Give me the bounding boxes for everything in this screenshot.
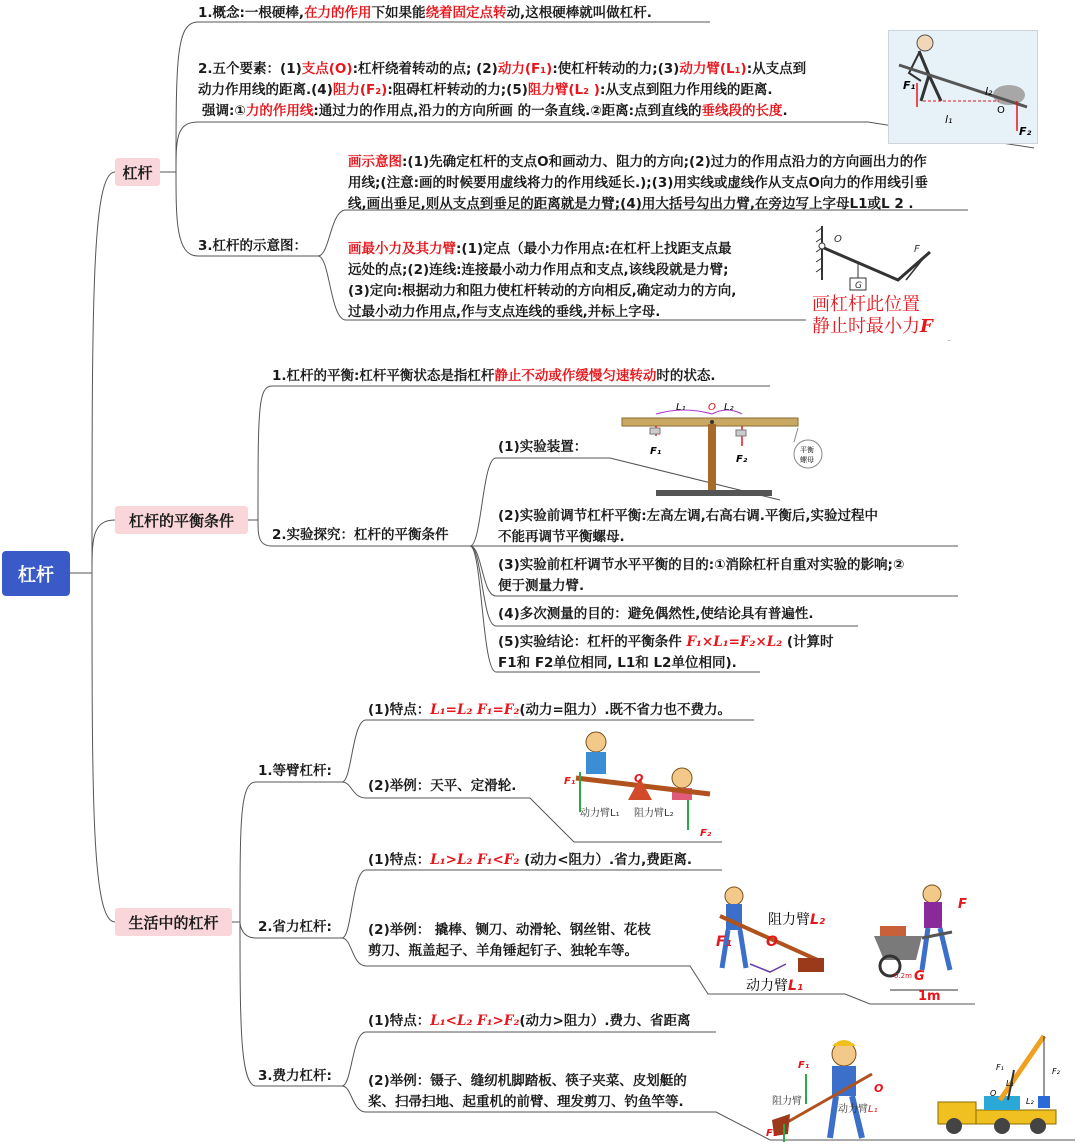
text: L₁ (788, 978, 804, 994)
text: (1)特点： (368, 852, 431, 868)
exp-f2: F₂ (736, 454, 748, 465)
formula: L₁>L₂ F₁<F₂ (430, 852, 520, 868)
branch-balance[interactable] (115, 506, 248, 534)
lever-diagram-label: 3.杠杆的示意图： (198, 238, 308, 254)
text: 动力臂 (838, 1104, 868, 1115)
formula: L₁<L₂ F₁>F₂ (430, 1013, 520, 1029)
draw-diagram-steps (348, 152, 928, 215)
equal-lever-label: 1.等臂杠杆: (258, 763, 332, 779)
experiment-label: 2.实验探究：杠杆的平衡条件 (272, 527, 449, 543)
wheel-1m: 1m (918, 989, 941, 1002)
fig1-f1: F₁ (903, 79, 916, 92)
text: 强调:① (202, 103, 246, 119)
fig-min-o: O (834, 234, 842, 245)
cost-examples (368, 1071, 687, 1113)
crane-l1: L₁ (1006, 1079, 1014, 1088)
text: (5)实验结论：杠杆的平衡条件 (498, 634, 687, 650)
text: (2)举例： 撬棒、铡刀、动滑轮、钢丝钳、花枝 (368, 922, 651, 938)
text: 动力臂 (746, 978, 788, 994)
text: 桨、扫帚扫地、起重机的前臂、理发剪刀、钓鱼竿等. (368, 1094, 684, 1110)
seesaw-arm2: 阻力臂L₂ (634, 808, 674, 819)
fig1-f2: F₂ (1019, 125, 1032, 138)
cost-lever-label: 3.费力杠杆: (258, 1068, 332, 1084)
seesaw-f1: F₁ (564, 776, 576, 787)
crane-o: O (990, 1089, 997, 1098)
exp-o: O (708, 402, 716, 413)
figure-wheelbarrow (862, 878, 980, 1002)
highlight: 静止不动或作缓慢匀速转动 (494, 368, 657, 384)
text: :(1)先确定杠杆的支点O和画动力、阻力的方向;(2)过力的作用点沿力的方向画出力的作 (402, 154, 927, 170)
text: 动力作用线的距离.(4) (198, 82, 333, 98)
text: 线,画出垂足,则从支点到垂足的距离就是力臂;(4)用大括号勾出力臂,在旁边写上字母L1或L 2 . (348, 196, 914, 212)
fig-min-f: F (914, 244, 920, 255)
text: 下如果能 (371, 5, 426, 21)
experiment-step3 (498, 555, 904, 597)
exp-nut1: 平衡 (800, 446, 814, 454)
text: 远处的点;(2)连线:连接最小动力作用点和支点,该线段就是力臂; (348, 262, 729, 278)
crane-f2: F₂ (1052, 1067, 1060, 1076)
crowbar-power (746, 977, 803, 994)
text: (1)特点： (368, 1013, 431, 1029)
save-lever-label: 2.省力杠杆: (258, 919, 332, 935)
experiment-step5 (498, 632, 834, 674)
text: 阻力臂 (768, 912, 810, 928)
text: L₁ (868, 1104, 878, 1115)
text: F1和 F2单位相同, L1和 L2单位相同). (498, 655, 737, 671)
seesaw-arm1: 动力臂L₁ (580, 808, 620, 819)
shovel-f2: F₂ (766, 1128, 778, 1139)
text: 过最小动力作用点,作与支点连线的垂线,并标上字母. (348, 304, 661, 320)
text: (动力<阻力）.省力,费距离. (519, 852, 692, 868)
text: 剪刀、瓶盖起子、羊角锤起钉子、独轮车等。 (368, 943, 638, 959)
fig1-l1: l₁ (945, 113, 953, 126)
highlight: 力的作用线 (245, 103, 314, 119)
text: :(1)定点（最小力作用点:在杠杆上找距支点最 (456, 241, 732, 257)
crowbar-resist (768, 911, 826, 928)
highlight: 阻力臂(L₂ ) (527, 82, 600, 98)
text: (1)特点： (368, 702, 431, 718)
text: (动力>阻力）.费力、省距离 (519, 1013, 691, 1029)
text: (3)实验前杠杆调节水平平衡的目的:①消除杠杆自重对实验的影响;② (498, 557, 905, 573)
crowbar-o: O (766, 934, 778, 950)
experiment-drawing (616, 396, 826, 500)
caption-f: F (920, 316, 933, 337)
exp-f1: F₁ (650, 446, 662, 457)
text: (2)举例：镊子、缝纫机脚踏板、筷子夹菜、皮划艇的 (368, 1073, 687, 1089)
crane-l2: L₂ (1026, 1097, 1034, 1106)
seesaw-drawing (560, 728, 722, 840)
caption-line: 画杠杆此位置 (812, 294, 920, 315)
text: (3)定向:根据动力和阻力使杠杆转动的方向相反,确定动力的方向, (348, 283, 737, 299)
fig1-o: O (997, 105, 1005, 116)
balance-definition (272, 366, 716, 387)
wheel-02m: 0.2m (894, 972, 912, 980)
exp-l2: L₂ (724, 402, 734, 413)
save-examples (368, 920, 651, 962)
man-lever-drawing (889, 31, 1037, 143)
highlight: 绕着固定点转 (425, 5, 507, 21)
text: 便于测量力臂. (498, 578, 585, 594)
fig-min-g: G (855, 281, 862, 291)
min-force-steps (348, 239, 736, 323)
cost-feature (368, 1011, 691, 1032)
text: :使杠杆转动的力;(3) (552, 61, 680, 77)
root-node[interactable] (2, 551, 70, 596)
figure-man-lever (888, 30, 1038, 144)
root-label: 杠杆 (18, 564, 54, 586)
min-force-caption (812, 294, 933, 338)
crane-drawing (930, 1030, 1070, 1138)
text: 用线;(注意:画的时候要用虚线将力的作用线延长.);(3)用实线或虚线作从支点O向力的作用线引垂 (348, 175, 928, 191)
shovel-drawing (762, 1034, 912, 1144)
highlight: 阻力(F₂) (332, 82, 388, 98)
text: :通过力的作用点,沿力的方向所画 的一条直线.②距离:点到直线的 (313, 103, 702, 119)
save-feature (368, 850, 692, 871)
wheel-g: G (914, 969, 925, 984)
figure-seesaw (560, 728, 722, 840)
branch-lever-label: 杠杆 (122, 163, 153, 182)
text: 1.概念:一根硬棒, (198, 5, 305, 21)
fig1-l2: l₂ (985, 85, 993, 98)
text: (动力=阻力）.既不省力也不费力。 (519, 702, 731, 718)
crowbar-f1: F₁ (716, 934, 732, 950)
lever-five-elements (198, 59, 806, 122)
experiment-step4: (4)多次测量的目的：避免偶然性,使结论具有普遍性. (498, 606, 814, 622)
figure-shovel (762, 1034, 912, 1144)
crowbar-drawing (712, 882, 842, 994)
figure-crane (930, 1030, 1070, 1138)
caption-line: 静止时最小力 (812, 316, 920, 337)
wheel-f: F (958, 897, 967, 912)
highlight: 动力(F₁) (497, 61, 553, 77)
shovel-f1: F₁ (798, 1060, 810, 1071)
highlight: 垂线段的长度 (701, 103, 783, 119)
shovel-resist (772, 1094, 802, 1107)
text: . (782, 103, 788, 119)
text: (2)实验前调节杠杆平衡:左高左调,右高右调.平衡后,实验过程中 (498, 508, 879, 524)
highlight: 在力的作用 (304, 5, 372, 21)
equal-feature (368, 700, 731, 721)
text: :从支点到 (746, 61, 807, 77)
text: 时的状态. (656, 368, 716, 384)
figure-min-force (806, 222, 956, 340)
exp-nut2: 螺母 (800, 456, 814, 464)
branch-balance-label: 杠杆的平衡条件 (128, 511, 234, 530)
highlight: 画最小力及其力臂 (348, 241, 456, 257)
text: 2.五个要素：(1) (198, 61, 302, 77)
shovel-o: O (874, 1082, 884, 1095)
text: :杠杆绕着转动的点; (2) (352, 61, 498, 77)
figure-experiment (616, 396, 826, 500)
seesaw-o: O (634, 772, 644, 785)
equal-example: (2)举例：天平、定滑轮. (368, 778, 517, 794)
highlight: 支点(O) (301, 61, 353, 77)
highlight: 动力臂(L₁) (679, 61, 747, 77)
figure-crowbar (712, 882, 842, 994)
highlight: 画示意图 (348, 154, 402, 170)
text: :从支点到阻力作用线的距离. (599, 82, 773, 98)
text: 阻力臂 (772, 1096, 802, 1107)
lever-concept (198, 3, 652, 24)
text: 1.杠杆的平衡:杠杆平衡状态是指杠杆 (272, 368, 495, 384)
branch-lever[interactable] (115, 158, 160, 186)
branch-daily[interactable] (115, 908, 232, 936)
text: L₂ (810, 912, 826, 928)
branch-daily-label: 生活中的杠杆 (128, 913, 219, 932)
text: (计算时 (782, 634, 834, 650)
text: :阻碍杠杆转动的力;(5) (387, 82, 528, 98)
seesaw-f2: F₂ (700, 828, 712, 839)
text: 不能再调节平衡螺母. (498, 529, 625, 545)
text: 动,这根硬棒就叫做杠杆. (506, 5, 652, 21)
exp-l1: L₁ (676, 402, 686, 413)
crane-f1: F₁ (996, 1063, 1004, 1072)
experiment-setup: (1)实验装置： (498, 439, 588, 455)
wheelbarrow-drawing (862, 878, 980, 1002)
experiment-step2 (498, 506, 878, 548)
shovel-power (838, 1102, 878, 1115)
formula: L₁=L₂ F₁=F₂ (430, 702, 520, 718)
formula: F₁×L₁=F₂×L₂ (686, 634, 783, 650)
